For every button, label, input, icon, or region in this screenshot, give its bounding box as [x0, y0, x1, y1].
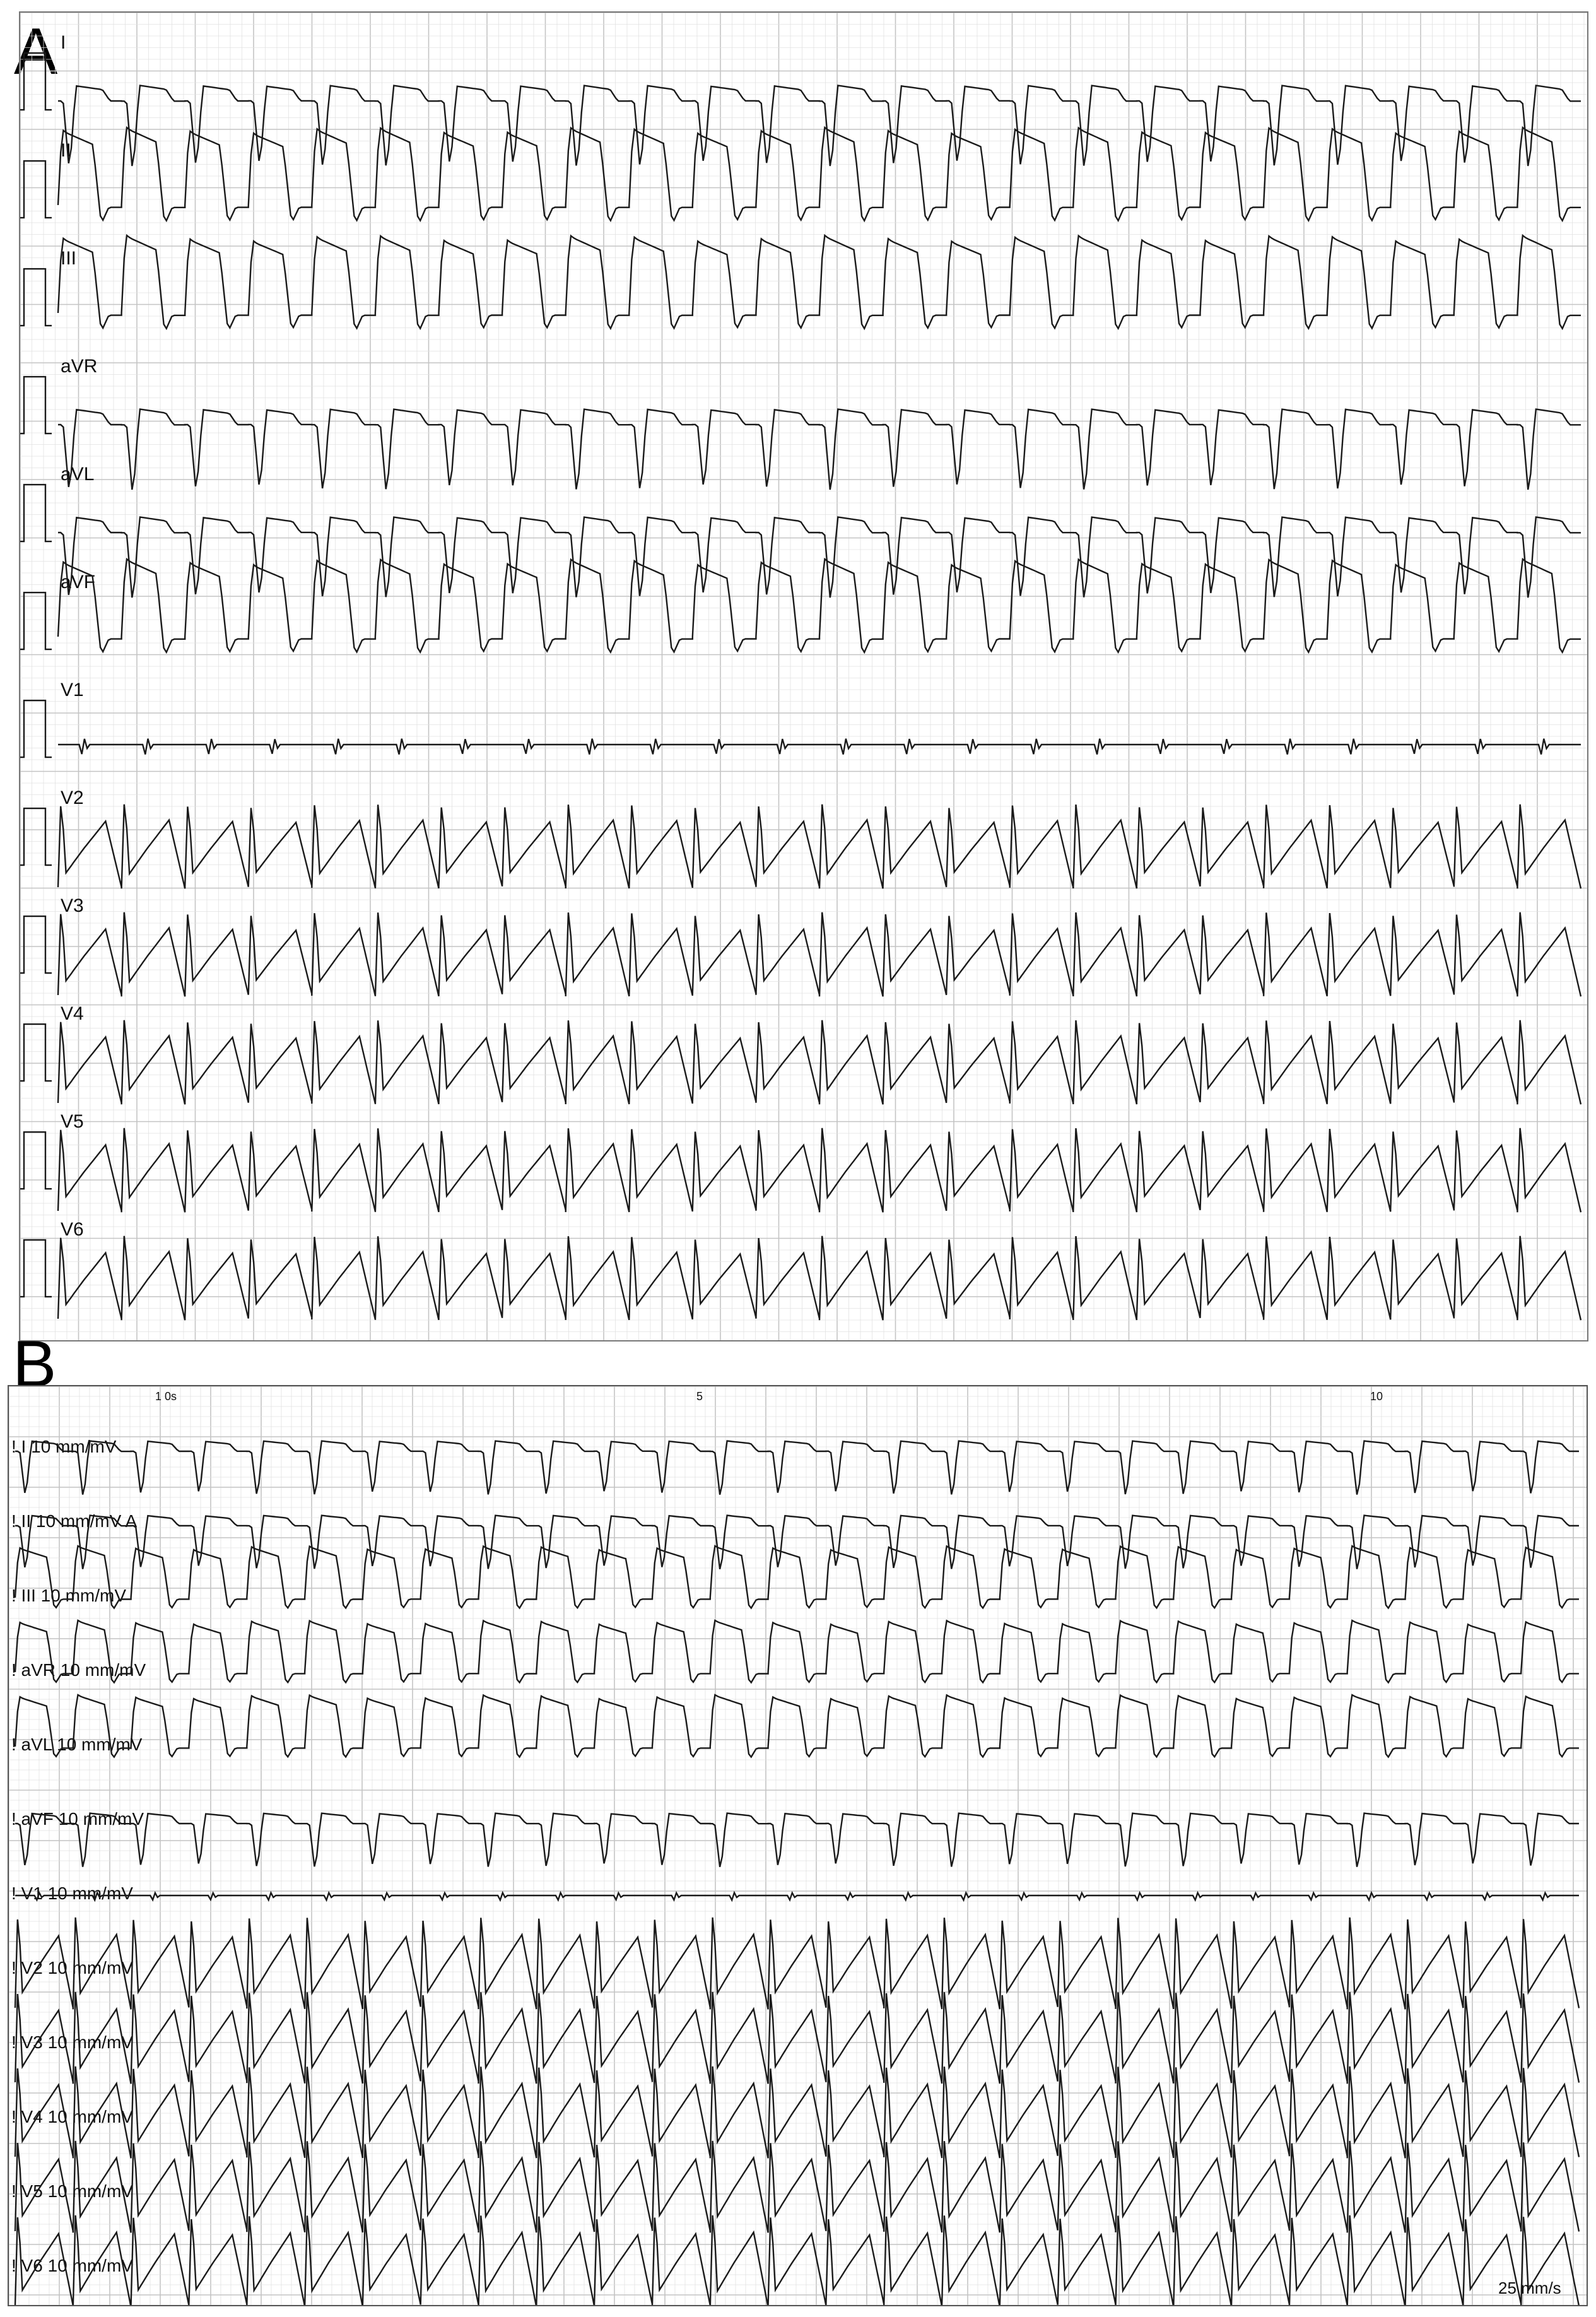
- lead-label-b-6: ! V1 10 mm/mV: [11, 1884, 133, 1903]
- ecg-trace-a-v1: [58, 739, 1581, 755]
- ecg-strip-a: [20, 13, 1587, 1340]
- ecg-grid: [20, 13, 1587, 1340]
- calibration-pulse-a-v6: [20, 1240, 52, 1297]
- lead-label-b-2: ! III 10 mm/mV: [11, 1586, 127, 1605]
- time-mark-b: 1 0s: [155, 1390, 177, 1403]
- ecg-trace-b-11: [15, 2215, 1579, 2305]
- calibration-pulse-a-v3: [20, 916, 52, 973]
- ecg-trace-a-v5: [58, 1128, 1581, 1212]
- calibration-pulse-a-iii: [20, 269, 52, 326]
- lead-label-b-7: ! V2 10 mm/mV: [11, 1958, 133, 1978]
- lead-label-a-v5: V5: [61, 1111, 84, 1133]
- ecg-trace-a-v6: [58, 1236, 1581, 1320]
- panel-a-label: A: [14, 15, 58, 88]
- lead-label-b-3: ! aVR 10 mm/mV: [11, 1660, 146, 1680]
- lead-label-b-1: ! II 10 mm/mV A: [11, 1511, 138, 1531]
- lead-label-b-9: ! V4 10 mm/mV: [11, 2107, 133, 2126]
- ecg-trace-a-iii: [58, 235, 1581, 329]
- lead-label-b-8: ! V3 10 mm/mV: [11, 2032, 133, 2052]
- ecg-grid: [9, 1386, 1587, 2305]
- ecg-trace-b-4: [15, 1695, 1579, 1757]
- ecg-trace-a-v3: [58, 912, 1581, 996]
- panel-b-label: B: [13, 1328, 57, 1401]
- ecg-trace-b-3: [15, 1620, 1579, 1683]
- lead-label-b-10: ! V5 10 mm/mV: [11, 2181, 133, 2201]
- calibration-pulse-a-avf: [20, 593, 52, 649]
- ecg-trace-b-5: [15, 1813, 1579, 1867]
- time-mark-b: 10: [1370, 1390, 1383, 1403]
- calibration-pulse-a-v4: [20, 1024, 52, 1081]
- lead-label-a-iii: III: [61, 248, 77, 269]
- calibration-pulse-a-v2: [20, 808, 52, 865]
- ecg-trace-b-0: [15, 1441, 1579, 1495]
- lead-label-a-v6: V6: [61, 1219, 84, 1241]
- ecg-trace-a-i: [58, 86, 1581, 167]
- lead-label-a-i: I: [61, 32, 66, 54]
- lead-label-a-ii: II: [61, 140, 71, 162]
- ecg-panel-a: [19, 11, 1588, 1341]
- ecg-trace-b-2: [15, 1546, 1579, 1608]
- calibration-pulse-a-ii: [20, 161, 52, 218]
- ecg-trace-a-ii: [58, 127, 1581, 221]
- lead-label-a-v2: V2: [61, 787, 84, 809]
- lead-label-a-avf: aVF: [61, 572, 96, 593]
- paper-speed-label: 25 mm/s: [1498, 2279, 1561, 2297]
- lead-label-a-avl: aVL: [61, 464, 95, 485]
- ecg-trace-a-v4: [58, 1020, 1581, 1104]
- lead-label-b-5: ! aVF 10 mm/mV: [11, 1809, 144, 1829]
- ecg-trace-a-avl: [58, 517, 1581, 598]
- calibration-pulse-a-v1: [20, 700, 52, 757]
- time-mark-b: 5: [696, 1390, 703, 1403]
- calibration-pulse-a-avr: [20, 377, 52, 433]
- ecg-trace-b-6: [15, 1893, 1579, 1901]
- lead-label-a-v3: V3: [61, 895, 84, 917]
- lead-label-b-11: ! V6 10 mm/mV: [11, 2256, 133, 2275]
- lead-label-a-avr: aVR: [61, 356, 98, 377]
- lead-label-b-4: ! aVL 10 mm/mV: [11, 1735, 143, 1754]
- lead-label-a-v4: V4: [61, 1003, 84, 1025]
- lead-label-a-v1: V1: [61, 680, 84, 701]
- ecg-trace-a-v2: [58, 805, 1581, 888]
- ecg-strip-b: [9, 1386, 1587, 2305]
- calibration-pulse-a-avl: [20, 485, 52, 541]
- calibration-pulse-a-i: [20, 53, 52, 110]
- lead-label-b-0: ! I 10 mm/mV: [11, 1437, 117, 1456]
- ecg-panel-b: [8, 1385, 1588, 2306]
